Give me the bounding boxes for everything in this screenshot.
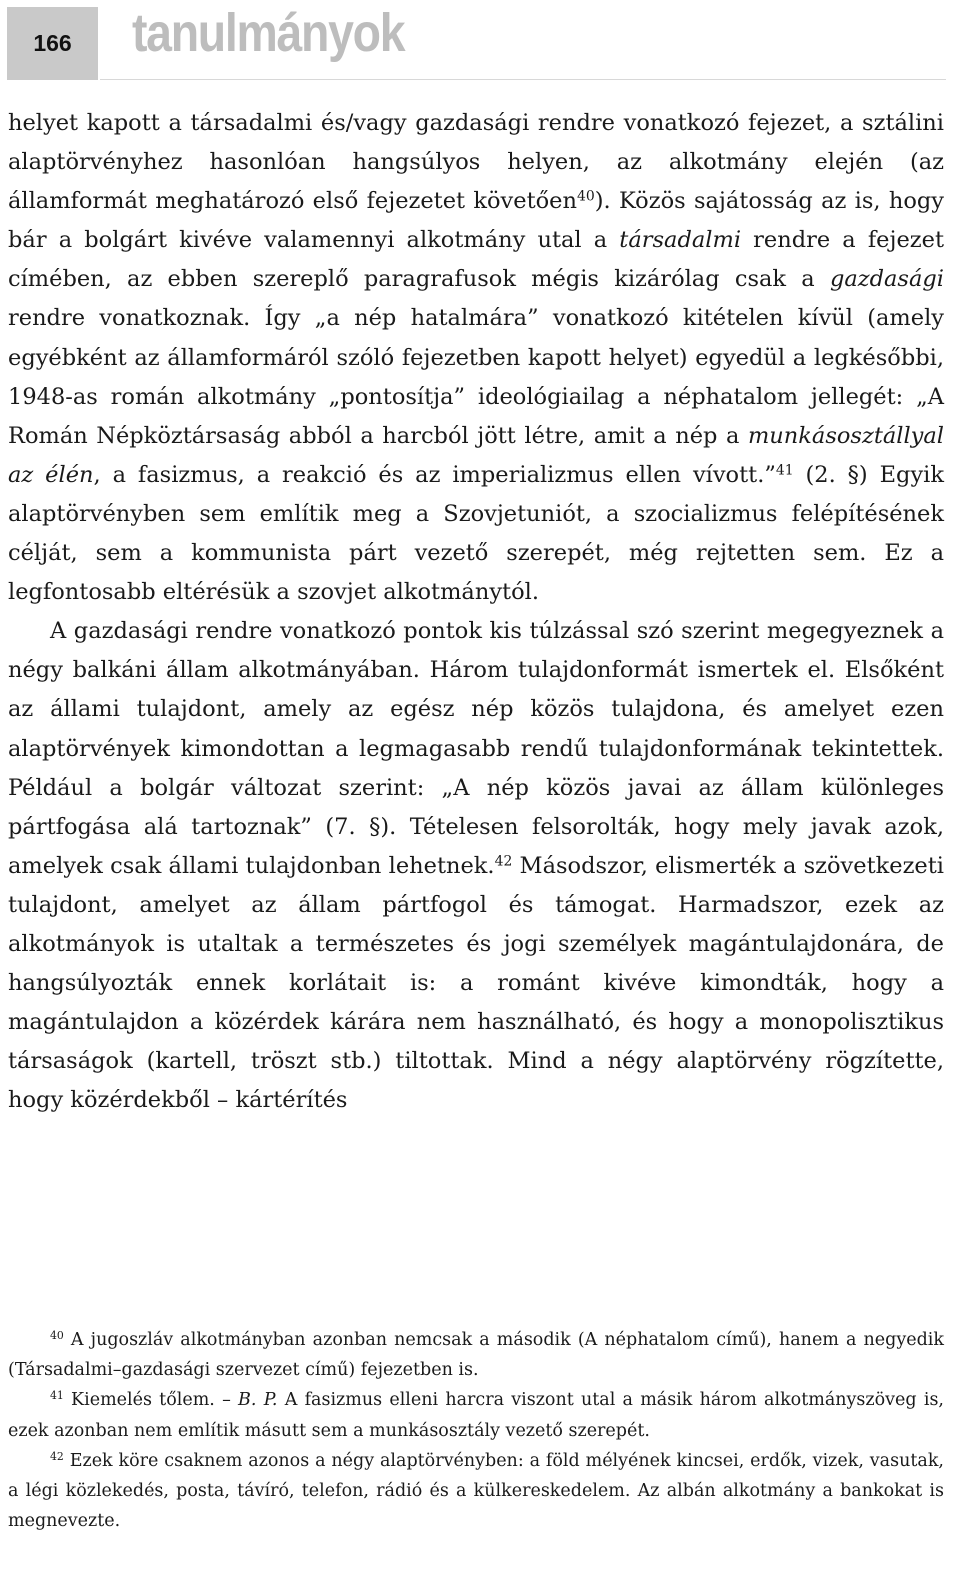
emphasis: B. P. (238, 1390, 278, 1411)
paragraph-2 (8, 612, 944, 1120)
footnote-ref-42: 42 (494, 853, 513, 870)
footnote-number: 41 (50, 1389, 64, 1403)
text-run: A gazdasági rendre vonatkozó pontok kis túlzással szó szerint megegyeznek a négy balkáni állam alkotmányában. Három tulajdonformát ismertek el. Elsőként az állami tulajdont, amely az egész nép közös tulajdona, és amelyet ezen alaptörvények kimondottan a legmagasabb rendű tulajdonformának tekintettek. Például a bolgár változat szerint: „A nép közös javai az állam különleges pártfogása alá tartoznak” (7. §). Tételesen felsorolták, hogy mely javak azok, amelyek csak állami tulajdonban lehetnek. (8, 618, 944, 879)
text-run: rendre a fejezet címében, az ebben szereplő paragrafusok mégis kizárólag csak a (8, 227, 945, 293)
footnote-number: 42 (50, 1449, 64, 1463)
footnote-41 (8, 1385, 944, 1445)
text-run: rendre vonatkoznak. Így „a nép hatalmára” vonatkozó kitételen kívül (amely egyébként az államformáról szóló fejezetben kapott helyet) egyedül a legkésőbbi, 1948-as román alkotmány „pontosítja” ideológiailag a néphatalom jellegét: „A Román Népköztársaság abból a harcból jött létre, amit a nép a (8, 305, 944, 449)
emphasis: gazdasági (829, 266, 944, 293)
footnotes (8, 1325, 944, 1536)
footnote-ref-41: 41 (775, 462, 794, 479)
footnote-text: A jugoszláv alkotmányban azonban nemcsak a második (A néphatalom című), hanem a negyedik (Társadalmi–gazdasági szervezet című) fejezetben is. (8, 1330, 944, 1381)
footnote-number: 40 (50, 1329, 64, 1343)
body-text (8, 104, 944, 1120)
text-run: (2. §) Egyik alaptörvényben sem említik meg a Szovjetuniót, a szocializmus felépítésének célját, sem a kommunista párt vezető szerepét, még rejtetten sem. Ez a legfontosabb eltérésük a szovjet alkotmánytól. (8, 461, 944, 606)
page-number: 166 (7, 7, 98, 80)
paragraph-1 (8, 104, 944, 612)
header-rule (100, 79, 946, 80)
footnote-42 (8, 1446, 944, 1537)
text-run: Másodszor, elismerték a szövetkezeti tulajdont, amelyet az állam pártfogol és támogat. Harmadszor, ezek az alkotmányok is utaltak a természetes és jogi személyek magántulajdonára, de hangsúlyozták ennek korlátait is: a románt kivéve kimondták, hogy a magántulajdon a közérdek kárára nem használható, és hogy a monopolisztikus társaságok (kartell, tröszt stb.) tiltottak. Mind a négy alaptörvény rögzítette, hogy közérdekből – kártérítés (8, 852, 944, 1114)
footnote-ref-40: 40 (576, 188, 595, 205)
emphasis: munkásosztállyal az élén (8, 422, 944, 488)
footnote-40 (8, 1325, 944, 1385)
footnote-text: A fasizmus elleni harcra viszont utal a másik három alkotmányszöveg is, ezek azonban nem említik másutt sem a munkásosztály vezető szerepét. (8, 1390, 944, 1441)
text-run: ). Közös sajátosság az is, hogy bár a bolgárt kivéve valamennyi alkotmány utal a (8, 188, 944, 254)
page-header (0, 0, 960, 84)
section-title: tanulmányok (132, 3, 405, 63)
text-run: , a fasizmus, a reakció és az imperializmus ellen vívott.” (93, 461, 776, 488)
footnote-text: Kiemelés tőlem. – (63, 1390, 239, 1411)
footnote-text: Ezek köre csaknem azonos a négy alaptörvényben: a föld mélyének kincsei, erdők, vizek, vasutak, a légi közlekedés, posta, távíró, telefon, rádió és a külkereskedelem. Az albán alkotmány a bankokat is megnevezte. (8, 1450, 944, 1532)
emphasis: társadalmi (619, 227, 742, 254)
text-run: helyet kapott a társadalmi és/vagy gazdasági rendre vonatkozó fejezet, a sztálini alaptörvényhez hasonlóan hangsúlyos helyen, az alkotmány elején (az államformát meghatározó első fejezetet követően (8, 110, 944, 215)
